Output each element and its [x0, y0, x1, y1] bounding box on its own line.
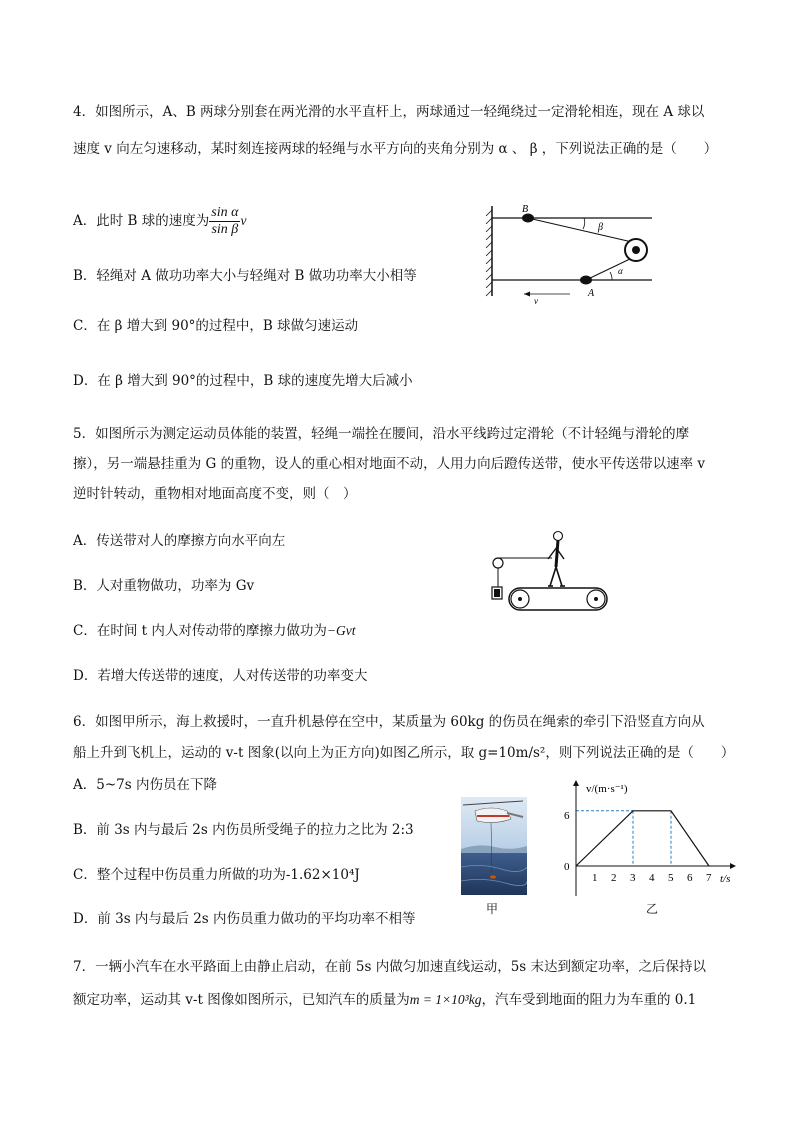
q5-stem-line1: 5．如图所示为测定运动员体能的装置，轻绳一端拴在腰间，沿水平线跨过定滑轮（不计轻绳与滑轮的摩: [73, 426, 690, 442]
q4-stem-line2: 速度 v 向左匀速移动，某时刻连接两球的轻绳与水平方向的夹角分别为 α 、 β ，下列说法正确的是（ ）: [73, 141, 718, 157]
graph-xtick-3: 3: [630, 872, 636, 884]
q6-stem-line1: 6．如图甲所示，海上救援时，一直升机悬停在空中，某质量为 60kg 的伤员在绳索的牵引下沿竖直方向从: [73, 714, 705, 730]
graph-caption-yi: 乙: [646, 902, 659, 916]
graph-xtick-7: 7: [706, 872, 712, 884]
q4-label-a: A: [588, 288, 595, 299]
q5-stem-line2: 擦），另一端悬挂重为 G 的重物，设人的重心相对地面不动，人用力向后蹬传送带，使水平传送带以速率 v: [73, 456, 706, 472]
q4-option-a-fraction: [209, 205, 240, 238]
graph-x-arrow: [730, 863, 736, 869]
q7-stem-line2-suffix: ，汽车受到地面的阻力为车重的 0.1: [481, 992, 697, 1008]
q4-label-v: v: [534, 296, 538, 306]
q4-option-a-numerator: sin α: [211, 205, 239, 220]
graph-ylabel: v/(m·s⁻¹): [586, 783, 628, 795]
q5-option-c-prefix: C．在时间 t 内人对传动带的摩擦力做功为: [73, 623, 327, 639]
vt-graph: [558, 780, 740, 905]
q6-option-d: D．前 3s 内与最后 2s 内伤员重力做功的平均功率不相等: [73, 911, 416, 927]
q7-stem-line2: [73, 990, 696, 1010]
q4-option-a-denominator: sin β: [211, 222, 239, 237]
q4-label-beta: β: [598, 222, 603, 233]
q7-mass-math: m = 1×10³kg: [409, 992, 482, 1007]
q5-option-c: [73, 621, 355, 641]
graph-xtick-6: 6: [687, 872, 693, 884]
helicopter-photo: [461, 797, 527, 895]
graph-xtick-5: 5: [668, 872, 674, 884]
q4-option-c: C．在 β 增大到 90°的过程中，B 球做匀速运动: [73, 318, 359, 334]
q7-stem-line1: 7．一辆小汽车在水平路面上由静止启动，在前 5s 内做匀加速直线运动，5s 末达到额定功率，之后保持以: [73, 959, 706, 975]
q4-option-a: [73, 205, 246, 238]
q4-option-d: D．在 β 增大到 90°的过程中，B 球的速度先增大后减小: [73, 373, 413, 389]
q4-label-alpha: α: [618, 266, 623, 276]
q4-pulley-diagram: [484, 198, 659, 308]
q4-stem-line1: 4．如图所示，A、B 两球分别套在两光滑的水平直杆上，两球通过一轻绳绕过一定滑轮相连，现在 A 球以: [73, 104, 705, 120]
q6-stem-line2: 船上升到飞机上，运动的 v-t 图象(以向上为正方向)如图乙所示，取 g=10m/s²，则下列说法正确的是（ ）: [73, 745, 735, 761]
q6-option-a: A．5~7s 内伤员在下降: [73, 777, 217, 793]
q4-label-b: B: [522, 204, 529, 215]
q7-stem-line2-prefix: 额定功率，运动其 v-t 图像如图所示，已知汽车的质量为: [73, 992, 410, 1008]
graph-velocity-line: [576, 811, 709, 866]
q4-option-a-prefix: A．此时 B 球的速度为: [73, 213, 210, 229]
q6-option-c: C．整个过程中伤员重力所做的功为-1.62×10⁴J: [73, 867, 360, 883]
graph-xtick-1: 1: [592, 872, 598, 884]
graph-y-arrow: [573, 780, 579, 786]
q5-option-a: A．传送带对人的摩擦方向水平向左: [73, 533, 286, 549]
q5-treadmill-diagram: [486, 527, 612, 617]
q4-option-b: B．轻绳对 A 做功功率大小与轻绳对 B 做功功率大小相等: [73, 268, 417, 284]
q5-option-c-math: −Gvt: [326, 623, 356, 638]
q5-option-d: D．若增大传送带的速度，人对传送带的功率变大: [73, 668, 368, 684]
graph-xlabel: t/s: [720, 873, 731, 885]
photo-caption-jia: 甲: [486, 902, 499, 916]
q6-option-b: B．前 3s 内与最后 2s 内伤员所受绳子的拉力之比为 2:3: [73, 822, 414, 838]
graph-ytick-6: 6: [564, 810, 570, 822]
graph-origin: 0: [564, 861, 570, 873]
graph-xtick-4: 4: [649, 872, 655, 884]
graph-xtick-2: 2: [611, 872, 617, 884]
q5-option-b: B．人对重物做功，功率为 Gv: [73, 578, 255, 594]
q4-option-a-v: v: [240, 213, 247, 228]
q5-stem-line3: 逆时针转动，重物相对地面高度不变，则（ ）: [73, 486, 357, 502]
